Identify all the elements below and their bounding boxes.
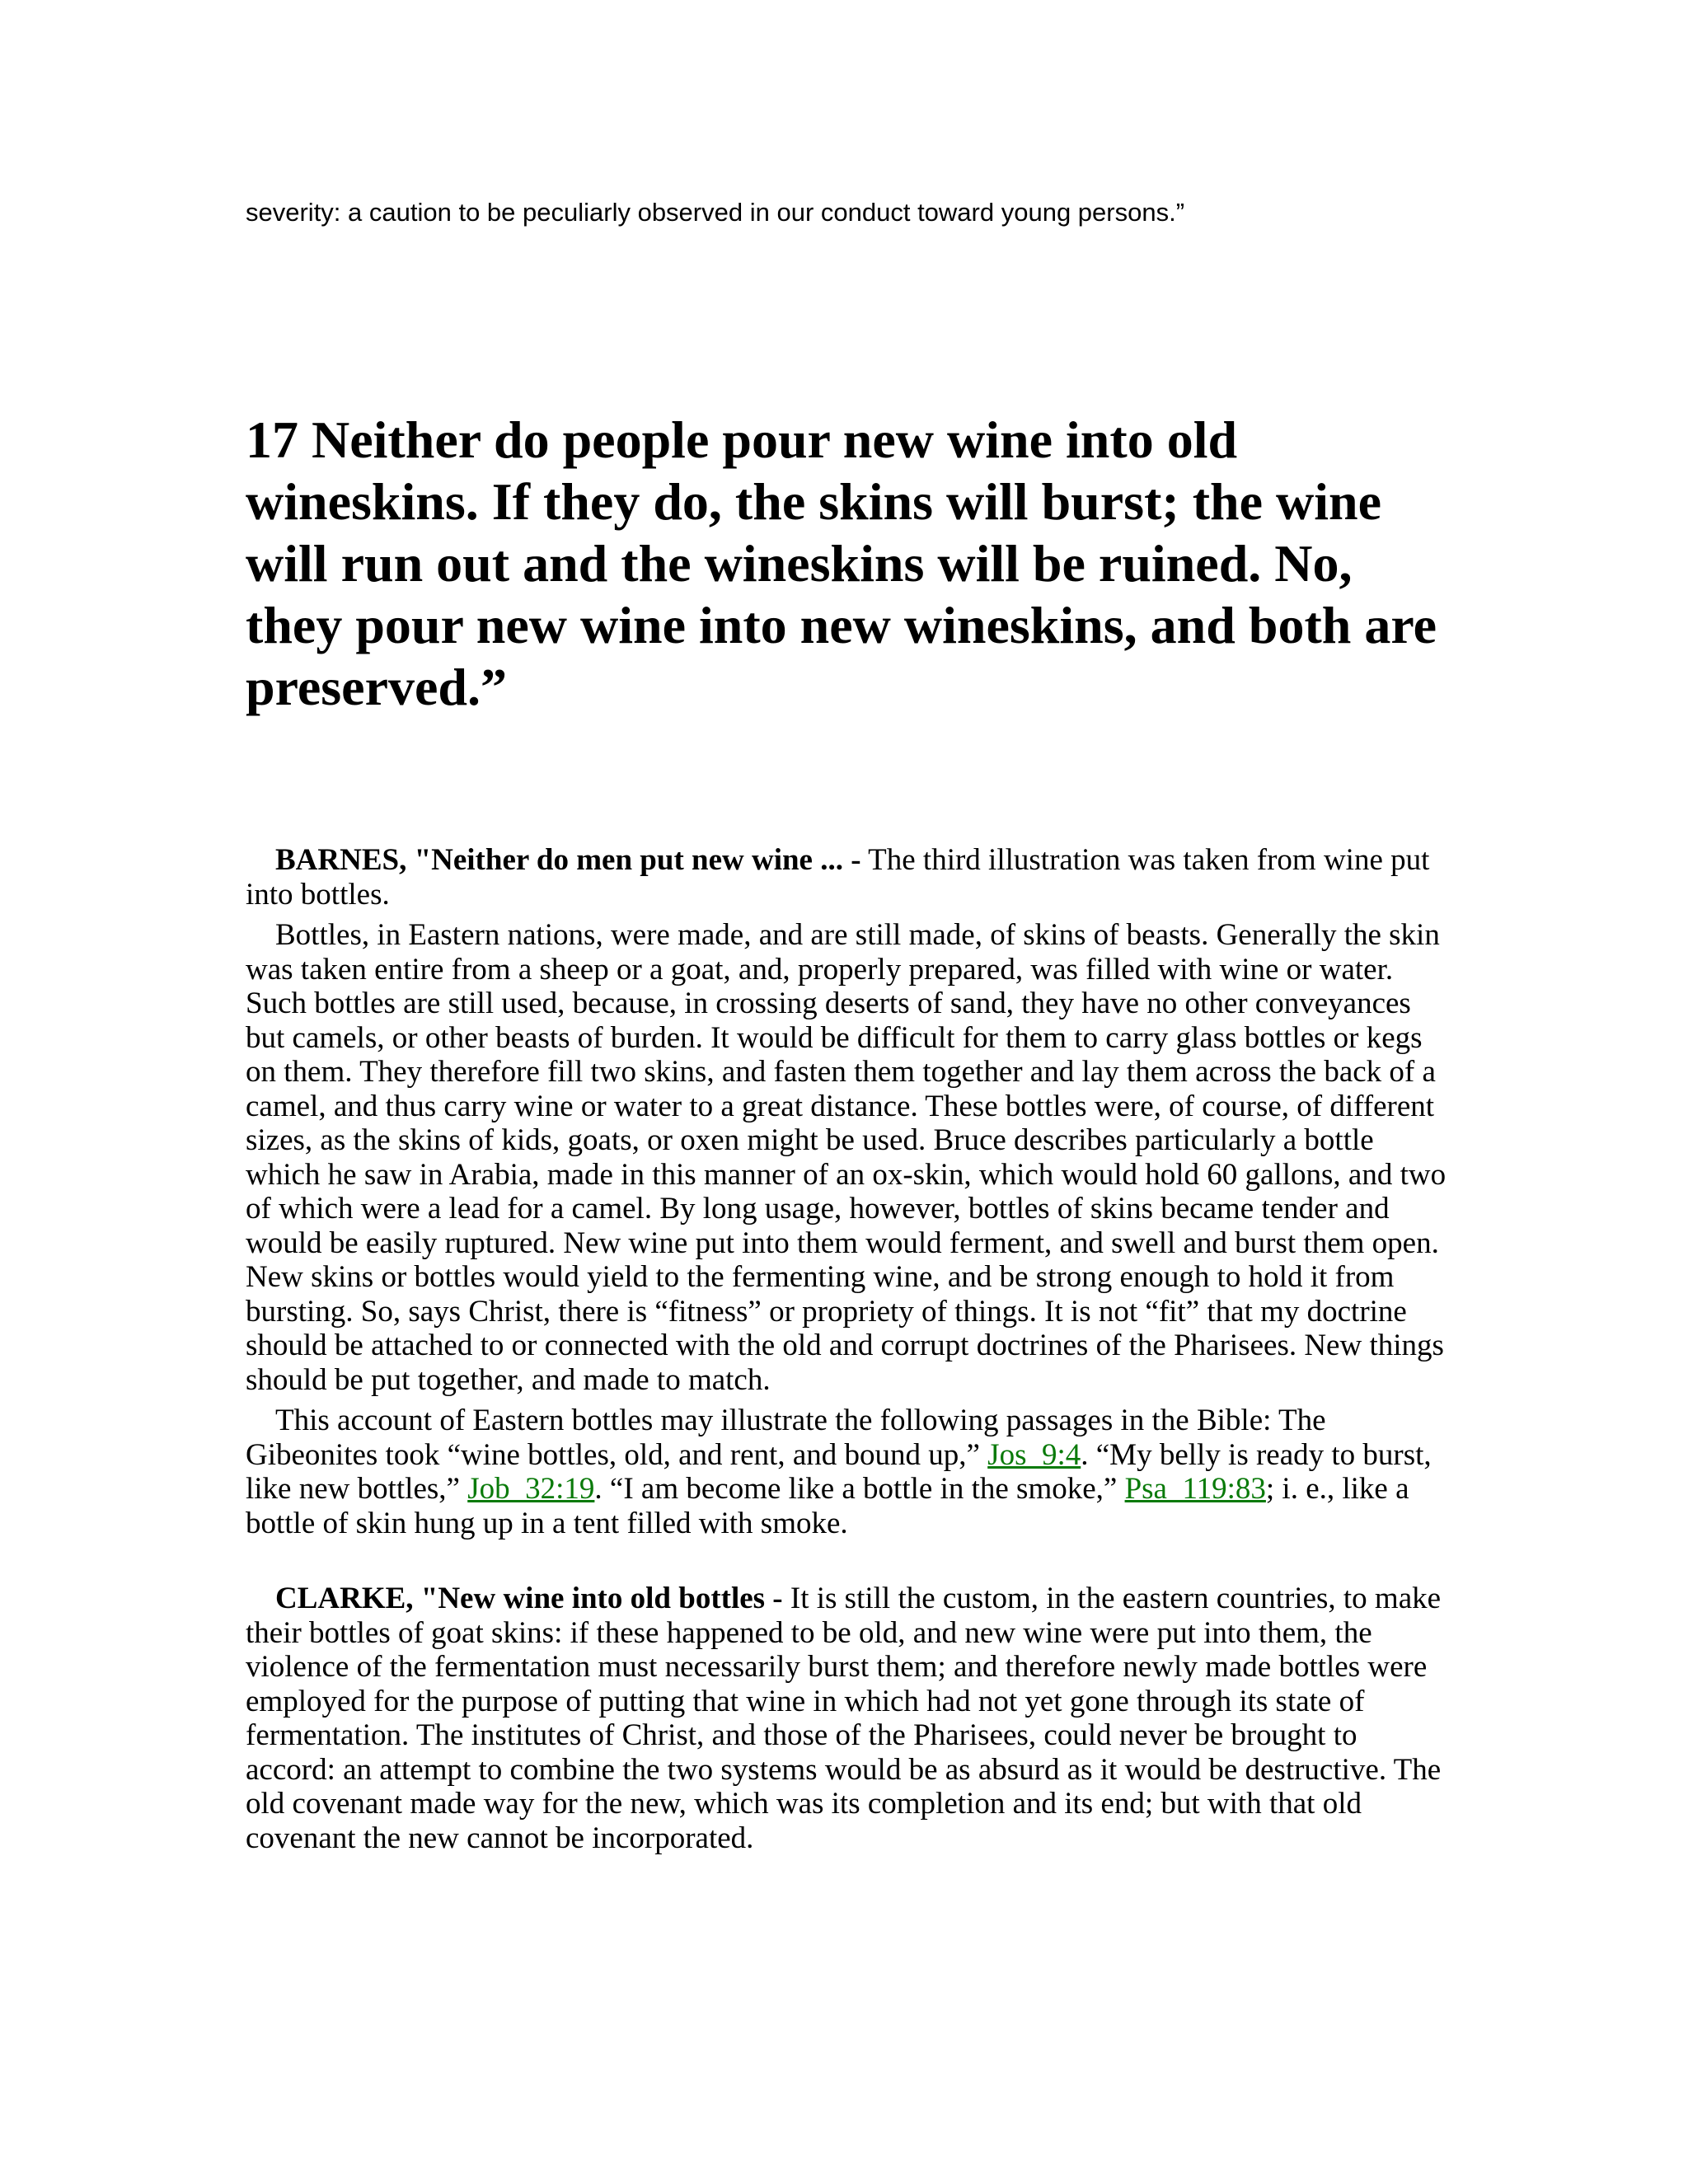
- barnes-references-paragraph: [246, 1404, 1449, 1540]
- section-spacer: [246, 1547, 1449, 1582]
- barnes-heading: BARNES, "Neither do men put new wine ... -: [275, 843, 861, 877]
- scripture-link-job[interactable]: Job_32:19: [467, 1472, 595, 1506]
- scripture-link-psa[interactable]: Psa_119:83: [1124, 1472, 1266, 1506]
- barnes-bottles-paragraph: Bottles, in Eastern nations, were made, and are still made, of skins of beasts. Generally the skin was taken entire from a sheep or a goat, and, properly prepared, was filled with wine or water. Such bottles are still used, because, in crossing deserts of sand, they have no other conveyances but camels, or other beasts of burden. It would be difficult for them to carry glass bottles or kegs on them. They therefore fill two skins, and fasten them together and lay them across the back of a camel, and thus carry wine or water to a great distance. These bottles were, of course, of different sizes, as the skins of kids, goats, or oxen might be used. Bruce describes particularly a bottle which he saw in Arabia, made in this manner of an ox-skin, which would hold 60 gallons, and two of which were a lead for a camel. By long usage, however, bottles of skins became tender and would be easily ruptured. New wine put into them would ferment, and swell and burst them open. New skins or bottles would yield to the fermenting wine, and be strong enough to hold it from bursting. So, says Christ, there is “fitness” or propriety of things. It is not “fit” that my doctrine should be attached to or connected with the old and corrupt doctrines of the Pharisees. New things should be put together, and made to match.: [246, 918, 1447, 1397]
- barnes-ref-text-c: . “I am become like a bottle in the smoke,”: [594, 1472, 1125, 1506]
- barnes-intro-text: The third illustration was taken from wine put into bottles.: [246, 843, 1430, 912]
- clarke-paragraph: [246, 1582, 1449, 1855]
- clarke-heading: CLARKE, "New wine into old bottles -: [275, 1582, 783, 1615]
- barnes-intro-paragraph: [246, 843, 1449, 912]
- scripture-link-jos[interactable]: Jos_9:4: [987, 1437, 1081, 1472]
- clarke-text: It is still the custom, in the eastern countries, to make their bottles of goat skins: if these happened to be old, and new wine were put into them, the violence of the fermentation must necessarily burst them; and therefore newly made bottles were employed for the purpose of putting that wine in which had not yet gone through its state of fermentation. The institutes of Christ, and those of the Pharisees, could never be brought to accord: an attempt to combine the two systems would be as absurd as it would be destructive. The old covenant made way for the new, which was its completion and its end; but with that old covenant the new cannot be incorporated.: [246, 1582, 1442, 1855]
- intro-text: severity: a caution to be peculiarly observed in our conduct toward young persons.”: [246, 198, 1185, 227]
- barnes-ref-text-d: ; i. e., like a bottle of skin hung up in a tent filled with smoke.: [246, 1472, 1409, 1540]
- verse-heading: 17 Neither do people pour new wine into old wineskins. If they do, the skins will burst; the wine will run out and the wineskins will be ruined. No, they pour new wine into new wineskins, and both are preserved.”: [246, 410, 1437, 716]
- barnes-ref-text-a: This account of Eastern bottles may illustrate the following passages in the Bible: The Gibeonites took “wine bottles, old, and rent, and bound up,”: [246, 1404, 1326, 1472]
- commentary-body: [246, 843, 1449, 1862]
- barnes-ref-text-b: . “My belly is ready to burst, like new bottles,”: [246, 1437, 1432, 1506]
